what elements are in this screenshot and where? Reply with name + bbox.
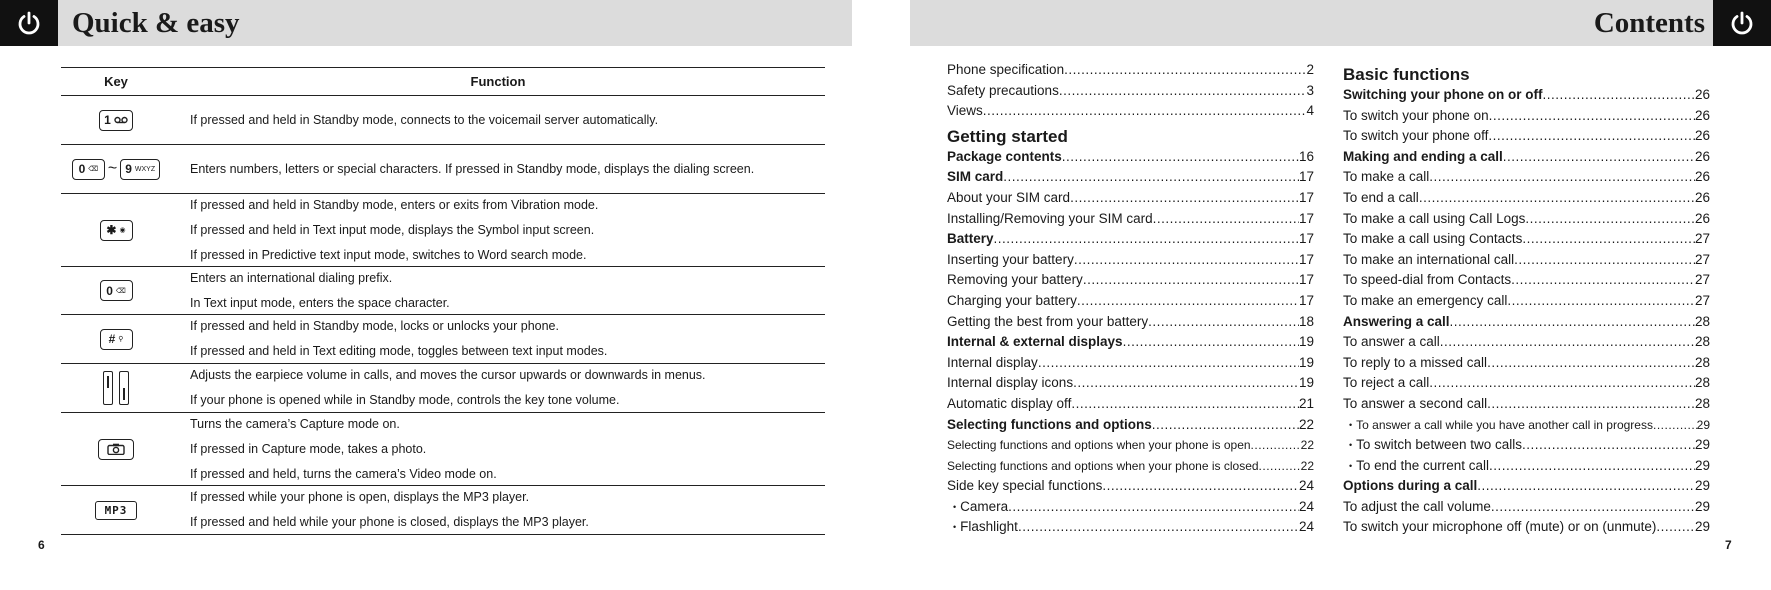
contents-entry[interactable] [1343,394,1710,415]
contents-entry-title: Charging your battery [947,292,1077,308]
function-column-header: Function [470,74,526,89]
contents-entry-title: Selecting functions and options when your phone is closed [947,458,1259,473]
dot-leader [1152,415,1299,436]
dot-leader [1429,373,1695,394]
contents-entry-title: To adjust the call volume [1343,498,1491,514]
contents-entry-page: 17 [1298,210,1314,226]
function-text: If pressed and held while your phone is closed, displays the MP3 player. [190,515,589,529]
contents-entry-page: 17 [1298,292,1314,308]
function-text: If pressed and held in Standby mode, connects to the voicemail server automatically. [190,112,659,127]
dot-leader [1440,332,1695,353]
contents-entry-title: To switch your phone off [1343,128,1489,144]
function-text: If pressed and held in Standby mode, locks or unlocks your phone. [190,319,559,333]
contents-entry-title: To make a call [1343,169,1430,185]
contents-entry-page: 26 [1694,128,1710,144]
function-cell [171,364,825,412]
contents-entry-page: 17 [1298,189,1314,205]
contents-entry-page: 4 [1306,103,1314,119]
right-page-number: 7 [1725,538,1732,552]
dot-leader [1148,312,1299,333]
hash-key-icon: # ⚲ [100,329,133,350]
contents-entry-title: Making and ending a call [1343,148,1503,164]
dot-leader [1003,167,1299,188]
dot-leader [1070,188,1299,209]
dot-leader [1071,394,1299,415]
dot-leader [1062,147,1299,168]
contents-entry[interactable] [947,373,1314,394]
contents-entry-page: 28 [1694,375,1710,391]
dot-leader [1102,476,1299,497]
contents-entry[interactable] [1343,250,1710,271]
dot-leader [1542,85,1694,106]
contents-entry-title: Internal display icons [947,375,1074,391]
function-text: If pressed and held in Text editing mode, toggles between text input modes. [190,344,608,358]
contents-entry-page: 19 [1298,375,1314,391]
contents-entry[interactable] [1343,353,1710,374]
star-key-icon: ✱ ◉ [100,220,133,241]
function-cell [171,315,825,363]
contents-entry[interactable] [1343,85,1710,106]
contents-entry[interactable] [1343,188,1710,209]
dot-leader [1419,188,1695,209]
contents-entry[interactable] [947,147,1314,168]
contents-entry-page: 26 [1694,169,1710,185]
contents-entry-page: 26 [1694,189,1710,205]
contents-entry-title: Battery [947,231,994,247]
contents-entry[interactable] [947,332,1314,353]
dot-leader [1507,291,1695,312]
table-row [61,486,825,535]
table-row [61,96,825,145]
contents-entry-title: To speed-dial from Contacts [1343,272,1512,288]
contents-section-heading: Basic functions [1343,65,1470,84]
contents-entry-page: 29 [1694,437,1710,453]
contents-entry-page: 22 [1298,416,1314,432]
contents-entry-page: 2 [1306,62,1314,77]
contents-entry[interactable] [1343,456,1710,477]
range-tilde: ~ [107,160,118,177]
dot-leader [1487,353,1695,374]
contents-entry-title: Getting the best from your battery [947,313,1149,329]
contents-entry-page: 28 [1694,334,1710,350]
dot-leader [1077,291,1299,312]
contents-entry[interactable] [947,456,1314,477]
dot-leader [994,229,1299,250]
contents-entry[interactable] [947,101,1314,122]
contents-entry[interactable] [1343,291,1710,312]
contents-entry-title: • To answer a call while you have another call in progress [1343,415,1653,436]
power-icon [0,0,58,46]
contents-entry-title: Side key special functions [947,478,1103,494]
contents-entry[interactable] [1343,476,1710,497]
dot-leader [1064,60,1306,81]
table-row [61,194,825,267]
contents-entry[interactable] [947,476,1314,497]
contents-entry-title: To end a call [1343,189,1419,205]
dot-leader [1491,497,1695,518]
contents-entry[interactable] [947,60,1314,81]
zero-key-icon: 0 ⌫ [100,280,133,301]
contents-entry[interactable] [1343,167,1710,188]
function-cell [171,267,825,314]
contents-entry-title: • Flashlight [947,517,1018,538]
dot-leader [1489,456,1695,477]
contents-entry-page: 26 [1694,148,1710,164]
function-text: If pressed while your phone is open, displays the MP3 player. [190,490,530,504]
dot-leader [1489,106,1695,127]
hash-key-cell [61,315,171,363]
contents-entry[interactable] [1343,312,1710,333]
contents-entry-title: Removing your battery [947,272,1083,288]
table-row [61,364,825,413]
function-text: Enters an international dialing prefix. [190,270,393,285]
mp3-key-icon: MP3 [95,501,137,520]
contents-entry-page: 24 [1298,519,1314,535]
function-cell [171,96,825,144]
contents-entry-page: 29 [1694,498,1710,514]
contents-entry[interactable] [947,81,1314,102]
contents-entry[interactable] [1343,435,1710,456]
contents-entry[interactable] [947,229,1314,250]
contents-entry-title: To reject a call [1343,375,1430,391]
contents-entry-page: 17 [1298,251,1314,267]
right-page-title: Contents [1593,7,1705,39]
function-text: If pressed in Predictive text input mode, switches to Word search mode. [190,247,587,262]
contents-entry[interactable] [947,312,1314,333]
dot-leader [1511,270,1695,291]
dot-leader [1488,126,1695,147]
function-text: Turns the camera’s Capture mode on. [190,416,400,431]
table-row [61,413,825,486]
function-text: If pressed and held in Standby mode, enters or exits from Vibration mode. [190,197,599,212]
volume-keys-icon [103,371,129,405]
contents-entry-page: 27 [1694,292,1710,308]
function-cell [171,486,825,534]
table-row [61,315,825,364]
contents-entry[interactable] [1343,517,1710,538]
dot-leader [1429,167,1695,188]
contents-entry-title: To make a call using Call Logs [1343,210,1526,226]
contents-entry-title: To switch your phone on [1343,107,1489,123]
contents-section-heading: Getting started [947,126,1068,146]
contents-entry-page: 28 [1694,354,1710,370]
contents-entry[interactable] [1343,229,1710,250]
function-text: If your phone is opened while in Standby mode, controls the key tone volume. [190,393,620,407]
contents-entry-title: Phone specification [947,62,1065,77]
nine-key-icon: 9 WXYZ [120,159,160,180]
contents-entry-page: 28 [1694,313,1710,329]
contents-entry-page: 22 [1300,458,1314,473]
contents-entry-page: 3 [1306,82,1314,98]
contents-entry[interactable] [947,497,1314,518]
contents-entry[interactable] [947,250,1314,271]
contents-entry[interactable] [1343,106,1710,127]
contents-entry-page: 29 [1694,457,1710,473]
dot-leader [1450,312,1695,333]
contents-entry-page: 17 [1298,231,1314,247]
contents-entry-title: Options during a call [1343,478,1478,494]
contents-entry-title: Answering a call [1343,313,1450,329]
contents-entry-title: Selecting functions and options [947,416,1152,432]
contents-entry-title: Installing/Removing your SIM card [947,210,1153,226]
contents-entry-page: 27 [1694,251,1710,267]
dot-leader [1259,456,1301,477]
mp3-key-cell [61,486,171,534]
contents-entry-page: 27 [1694,272,1710,288]
function-cell [171,145,825,193]
contents-entry-page: 17 [1298,169,1314,185]
left-page-number: 6 [38,538,45,552]
contents-entry-title: • To end the current call [1343,456,1489,477]
contents-entry-title: To reply to a missed call [1343,354,1488,370]
contents-entry-page: 26 [1694,210,1710,226]
contents-entry[interactable] [947,415,1314,436]
dot-leader [1083,270,1299,291]
contents-entry-title: To answer a second call [1343,395,1488,411]
contents-entry[interactable] [947,291,1314,312]
star-key-cell [61,194,171,266]
dot-leader [1522,229,1695,250]
voicemail-key-cell [61,96,171,144]
volume-keys-cell [61,364,171,412]
dot-leader [1503,147,1695,168]
contents-entry-page: 19 [1298,334,1314,350]
dot-leader [1018,517,1299,538]
dot-leader [1525,209,1695,230]
contents-entry-title: To make a call using Contacts [1343,231,1523,247]
contents-entry-page: 19 [1298,354,1314,370]
contents-entry-title: • Camera [947,497,1008,518]
dot-leader [1251,435,1301,456]
table-row [61,145,825,194]
contents-entry-page: 27 [1694,231,1710,247]
dot-leader [1656,517,1695,538]
contents-entry[interactable] [947,435,1314,456]
key-function-table [61,67,825,535]
contents-entry-page: 29 [1694,519,1710,535]
zero-key-icon: 0 ⌫ [72,159,105,180]
dot-leader [1008,497,1299,518]
left-page-title: Quick & easy [72,7,240,39]
dot-leader [1123,332,1299,353]
contents-entry-page: 26 [1694,107,1710,123]
power-icon [1713,0,1771,46]
contents-entry[interactable] [1343,270,1710,291]
contents-entry[interactable] [947,167,1314,188]
contents-column-2 [1343,60,1710,538]
dot-leader [1059,81,1307,102]
contents-entry-title: Package contents [947,148,1062,164]
contents-entry-title: To make an emergency call [1343,292,1508,308]
contents-entry[interactable] [1343,415,1710,436]
contents-entry[interactable] [947,394,1314,415]
contents-column-1 [947,60,1314,538]
contents-entry-title: To switch your microphone off (mute) or on (unmute) [1343,519,1657,535]
number-keys-cell [61,145,171,193]
contents-entry-page: 24 [1298,498,1314,514]
contents-entry-page: 29 [1696,417,1710,432]
function-cell [171,194,825,266]
dot-leader [1487,394,1695,415]
contents-entry[interactable] [1343,497,1710,518]
contents-entry[interactable] [947,270,1314,291]
table-row [61,267,825,315]
dot-leader [1477,476,1695,497]
contents-entry-title: Internal display [947,354,1038,370]
dot-leader [1074,250,1299,271]
contents-entry-page: 28 [1694,395,1710,411]
dot-leader [1153,209,1299,230]
contents-entry-title: To make an international call [1343,251,1515,267]
function-cell [171,413,825,485]
contents-entry[interactable] [1343,147,1710,168]
function-text: In Text input mode, enters the space character. [190,295,450,310]
contents-entry-page: 18 [1298,313,1314,329]
contents-entry-title: SIM card [947,169,1004,185]
contents-entry[interactable] [1343,373,1710,394]
function-text: Enters numbers, letters or special characters. If pressed in Standby mode, displays the dialing screen. [190,161,755,176]
contents-entry[interactable] [1343,209,1710,230]
contents-entry-page: 29 [1694,478,1710,494]
function-text: Adjusts the earpiece volume in calls, and moves the cursor upwards or downwards in menus. [190,368,706,382]
camera-key-icon [98,439,134,460]
dot-leader [1073,373,1299,394]
voicemail-key-icon: 1 [99,110,133,131]
contents-entry-title: Switching your phone on or off [1343,87,1543,102]
contents-entry-title: Views [947,103,983,119]
dot-leader [1038,353,1299,374]
contents-entry-page: 22 [1300,438,1314,453]
dot-leader [1653,415,1697,436]
contents-entry[interactable] [1343,332,1710,353]
contents-entry-page: 16 [1298,148,1314,164]
dot-leader [1514,250,1695,271]
contents-entry-title: • To switch between two calls [1343,435,1522,456]
key-column-header: Key [104,74,128,89]
contents-entry-title: Automatic display off [947,395,1072,411]
dot-leader [1522,435,1695,456]
zero-key-cell [61,267,171,314]
contents-entry[interactable] [947,209,1314,230]
contents-entry-title: Selecting functions and options when your phone is open [947,438,1251,453]
contents-entry[interactable] [947,517,1314,538]
contents-entry-title: Safety precautions [947,82,1059,98]
contents-entry[interactable] [947,353,1314,374]
contents-entry-title: Inserting your battery [947,251,1074,267]
contents-entry[interactable] [947,188,1314,209]
camera-key-cell [61,413,171,485]
contents-entry-title: Internal & external displays [947,334,1123,350]
contents-entry-page: 17 [1298,272,1314,288]
table-header [61,67,825,96]
function-text: If pressed and held, turns the camera’s Video mode on. [190,466,497,481]
function-text: If pressed and held in Text input mode, displays the Symbol input screen. [190,222,595,237]
contents-entry-title: About your SIM card [947,189,1071,205]
contents-entry-title: To answer a call [1343,334,1440,350]
dot-leader [983,101,1307,122]
contents-entry[interactable] [1343,126,1710,147]
function-text: If pressed in Capture mode, takes a photo. [190,441,427,456]
contents-entry-page: 26 [1694,87,1710,102]
contents-entry-page: 24 [1298,478,1314,494]
contents-entry-page: 21 [1298,395,1314,411]
